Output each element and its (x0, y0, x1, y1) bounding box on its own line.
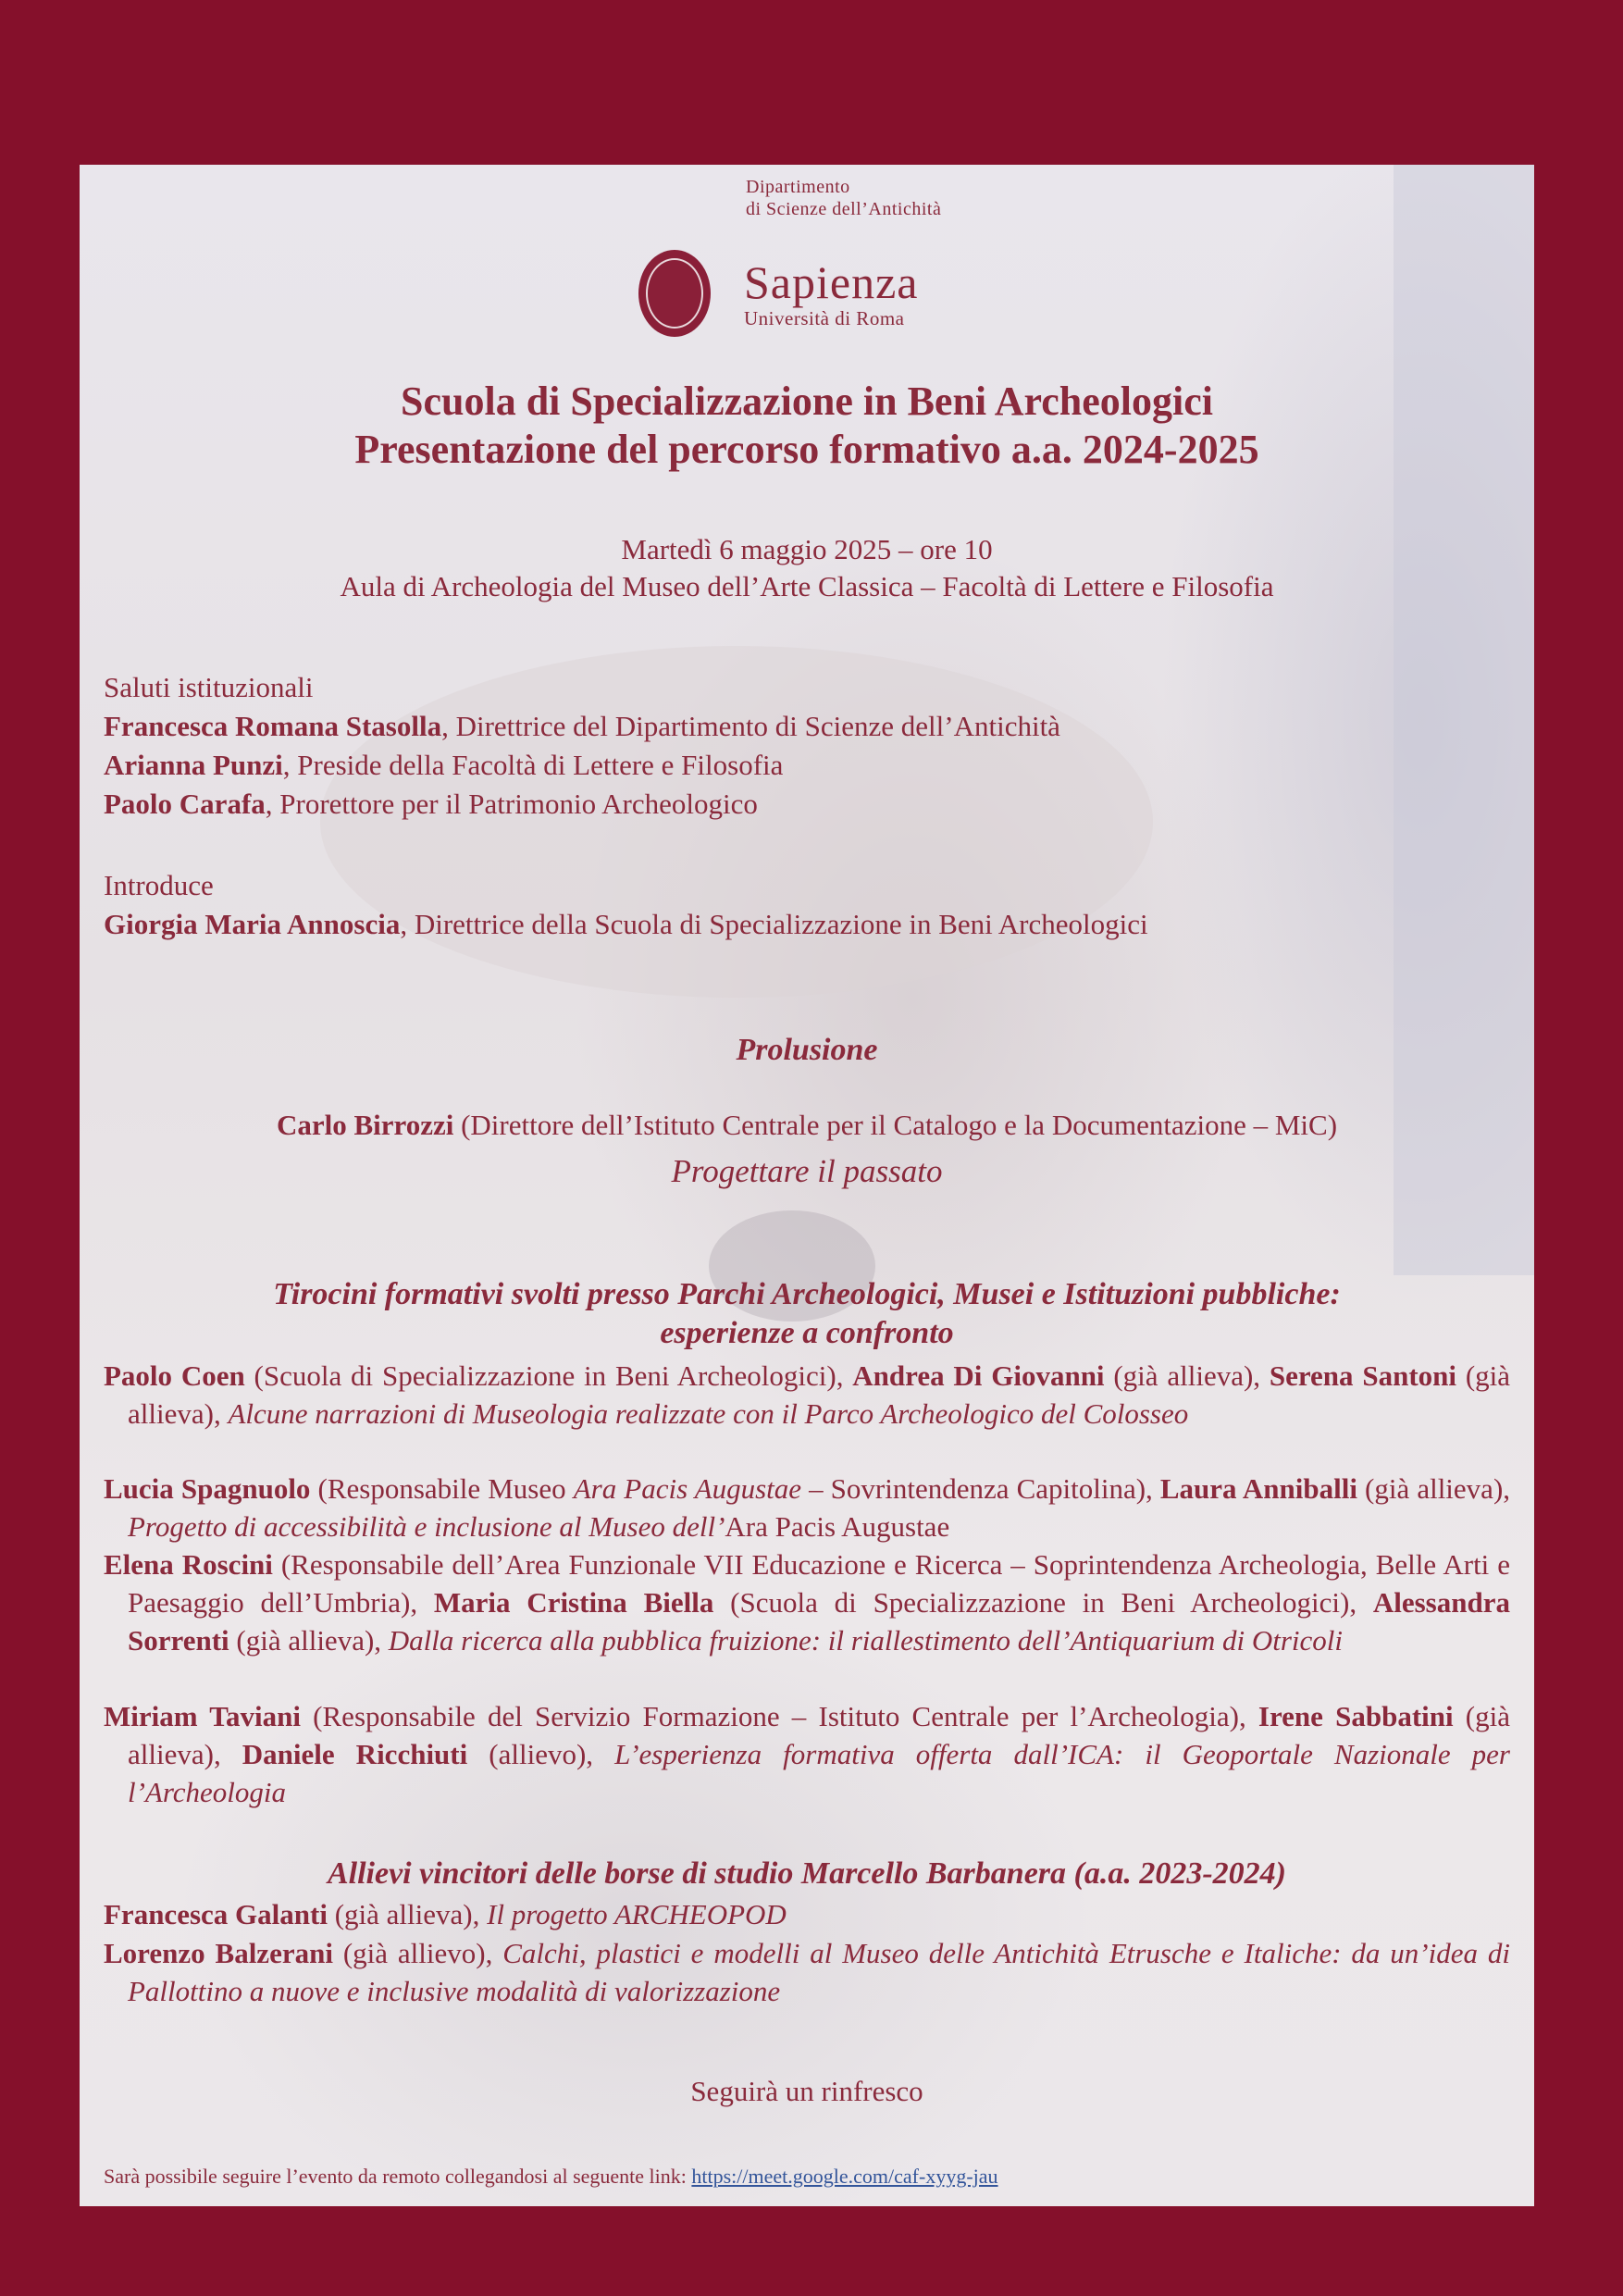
department-line2: di Scienze dell’Antichità (746, 199, 942, 219)
tirocini-entry: Elena Roscini (Responsabile dell’Area Funzionale VII Educazione e Ricerca – Soprintendenza Archeologia, Belle Arti e Paesaggio dell’Umbria), Maria Cristina Biella (Scuola di Specializzazione in Beni Archeologici), Alessandra Sorrenti (già allieva), Dalla ricerca alla pubblica fruizione: il riallestimento dell’Antiquarium di Otricoli (104, 1548, 1510, 1657)
poster-content (80, 165, 1534, 2206)
greeting-item: Paolo Carafa, Prorettore per il Patrimonio Archeologico (104, 788, 758, 820)
title-line2: Presentazione del percorso formativo a.a. 2024-2025 (354, 427, 1259, 472)
borse-entry: Francesca Galanti (già allieva), Il progetto ARCHEOPOD (104, 1898, 787, 1930)
sapienza-seal-icon (638, 250, 716, 337)
borse-entry: Lorenzo Balzerani (già allievo), Calchi, plastici e modelli al Museo delle Antichità Etrusche e Italiche: da un’idea di Pallottino a nuove e inclusive modalità di valorizzazione (104, 1937, 1510, 2007)
tirocini-entry: Miriam Taviani (Responsabile del Servizio Formazione – Istituto Centrale per l’Archeologia), Irene Sabbatini (già allieva), Daniele Ricchiuti (allievo), L’esperienza formativa offerta dall’ICA: il Geoportale Nazionale per l’Archeologia (104, 1700, 1511, 1808)
department-name (746, 176, 941, 220)
tirocini-entry: Paolo Coen (Scuola di Specializzazione in Beni Archeologici), Andrea Di Giovanni (già allieva), Serena Santoni (già allieva), Alcune narrazioni di Museologia realizzate con il Parco Archeologico del Colosseo (104, 1359, 1511, 1430)
prolusione-speaker: Carlo Birrozzi (Direttore dell’Istituto Centrale per il Catalogo e la Documentazione – MiC) (276, 1109, 1338, 1141)
greeting-item: Arianna Punzi, Preside della Facoltà di Lettere e Filosofia (104, 749, 784, 781)
footer-note (104, 2164, 998, 2190)
intro-heading: Introduce (104, 869, 214, 901)
department-line1: Dipartimento (746, 177, 850, 197)
intro-item: Giorgia Maria Annoscia, Direttrice della Scuola di Specializzazione in Beni Archeologici (104, 908, 1148, 940)
page-title (80, 378, 1534, 474)
event-date: Martedì 6 maggio 2025 – ore 10 (621, 533, 993, 565)
university-name: Sapienza (744, 256, 919, 308)
closing-note: Seguirà un rinfresco (690, 2075, 923, 2107)
poster-panel (80, 165, 1534, 2206)
intro-section (104, 866, 1510, 944)
event-info (80, 531, 1534, 605)
greeting-item: Francesca Romana Stasolla, Direttrice del Dipartimento di Scienze dell’Antichità (104, 710, 1060, 742)
footer-text: Sarà possibile seguire l’evento da remoto collegandosi al seguente link: (104, 2165, 692, 2188)
greetings-heading: Saluti istituzionali (104, 671, 314, 703)
greetings-section (104, 668, 1510, 824)
tirocini-entry: Lucia Spagnuolo (Responsabile Museo Ara Pacis Augustae – Sovrintendenza Capitolina), Laura Anniballi (già allieva), Progetto di accessibilità e inclusione al Museo dell’Ara Pacis Augustae (104, 1472, 1511, 1543)
prolusione-heading: Prolusione (736, 1033, 878, 1067)
tirocini-heading: Tirocini formativi svolti presso Parchi Archeologici, Musei e Istituzioni pubbliche: esperienze a confronto (273, 1277, 1341, 1350)
university-sub: Università di Roma (744, 307, 905, 329)
title-line1: Scuola di Specializzazione in Beni Archeologici (401, 379, 1213, 424)
university-logo (744, 257, 918, 329)
meeting-link[interactable]: https://meet.google.com/caf-xyyg-jau (691, 2165, 998, 2188)
event-place: Aula di Archeologia del Museo dell’Arte Classica – Facoltà di Lettere e Filosofia (340, 570, 1274, 602)
borse-heading: Allievi vincitori delle borse di studio Marcello Barbanera (a.a. 2023-2024) (327, 1856, 1286, 1891)
prolusione-talk: Progettare il passato (671, 1153, 943, 1189)
